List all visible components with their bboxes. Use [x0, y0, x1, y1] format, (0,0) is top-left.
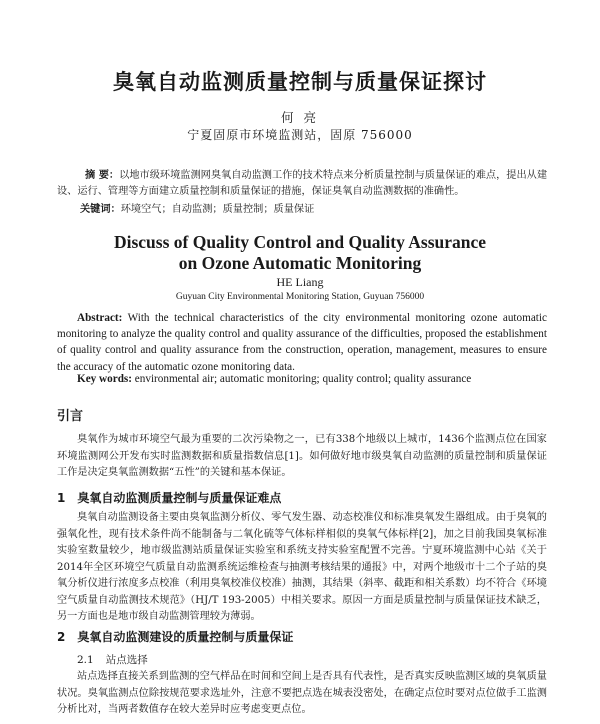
section-2-number: 2 — [57, 630, 66, 644]
chinese-affiliation: 宁夏固原市环境监测站，固原 756000 — [187, 128, 413, 142]
chinese-abstract — [57, 168, 547, 200]
english-keywords-label: Key words: — [77, 373, 132, 385]
chinese-keywords-label: 关键词： — [80, 204, 121, 215]
english-abstract — [57, 310, 547, 375]
section-1-title: 臭氧自动监测质量控制与质量保证难点 — [77, 491, 282, 505]
section-1-heading — [57, 489, 281, 506]
subsection-2-1-paragraph: 站点选择直接关系到监测的空气样品在时间和空间上是否具有代表性，是否真实反映监测区域的臭氧质量状况。臭氧监测点位除按规范要求选址外，注意不要把点选在城表没密处，在确定点位时要对点位做手工监测分析比对，当两者数值存在较大差异时应考虑变更点位。 — [57, 671, 547, 715]
subsection-2-1-title: 站点选择 — [105, 654, 148, 666]
subsection-2-1-heading — [77, 652, 148, 667]
chinese-abstract-text: 以地市级环境监测网臭氧自动监测工作的技术特点来分析质量控制与质量保证的难点，提出从建设、运行、管理等方面建立质量控制和质量保证的措施，保证臭氧自动监测数据的准确性。 — [57, 170, 548, 197]
section-1-paragraph: 臭氧自动监测设备主要由臭氧监测分析仪、零气发生器、动态校准仪和标准臭氧发生器组成。由于臭氧的强氧化性，现有技术条件尚不能制备与二氧化硫等气体标样相似的臭氧气体标样[2]，加之目前我国臭氧标准实验室数量较少，地市级监测站质量保证实验室和系统支持实验室配置不完善。宁夏环境监测中心站《关于2014年全区环境空气质量自动监测系统运维检查与抽测考核结果的通报》中，对两个地级市十二个子站的臭氧分析仪进行浓度多点校准（利用臭氧校准仪校准）抽测，其结果（斜率、截距和相关系数）均不符合《环境空气质量自动监测技术规范》（HJ/T 193-2005）中相关要求。原因一方面是质量控制与质量保证技术缺乏，另一方面也是地市级自动监测管理较为薄弱。 — [57, 512, 547, 622]
chinese-author: 何 亮 — [281, 110, 319, 125]
chinese-keywords-text: 环境空气；自动监测；质量控制；质量保证 — [120, 204, 315, 215]
english-author: HE Liang — [276, 275, 324, 289]
english-abstract-text: With the technical characteristics of the city environmental monitoring ozone automatic monitoring to analyze the quality control and quality assurance of the difficulties, proposed the establishment of quality control and quality assurance from the construction, operation, management, measures to ensure the accuracy of the automatic ozone monitoring data. — [57, 312, 547, 373]
intro-paragraph: 臭氧作为城市环境空气最为重要的二次污染物之一，已有338个地级以上城市，1436个监测点位在国家环境监测网公开发布实时监测数据和质量指数信息[1]。如何做好地市级臭氧自动监测的质量控制和质量保证工作是决定臭氧监测数据“五性”的关键和基本保证。 — [57, 434, 547, 478]
section-1-number: 1 — [57, 491, 66, 505]
english-abstract-label: Abstract: — [77, 312, 123, 324]
english-title-line-1: Discuss of Quality Control and Quality Assurance — [113, 232, 487, 252]
english-title-line-2: on Ozone Automatic Monitoring — [178, 253, 422, 273]
section-2-heading — [57, 628, 293, 645]
english-keywords-text: environmental air; automatic monitoring; quality control; quality assurance — [134, 373, 472, 385]
subsection-2-1-number: 2.1 — [77, 654, 94, 666]
english-keywords — [77, 371, 557, 387]
chinese-title: 臭氧自动监测质量控制与质量保证探讨 — [113, 70, 487, 94]
intro-heading: 引言 — [57, 409, 84, 424]
chinese-keywords — [80, 202, 550, 218]
english-title — [0, 232, 600, 274]
english-affiliation: Guyuan City Environmental Monitoring Station, Guyuan 756000 — [175, 292, 425, 302]
section-2-title: 臭氧自动监测建设的质量控制与质量保证 — [77, 630, 294, 644]
chinese-abstract-label: 摘 要： — [85, 170, 120, 181]
